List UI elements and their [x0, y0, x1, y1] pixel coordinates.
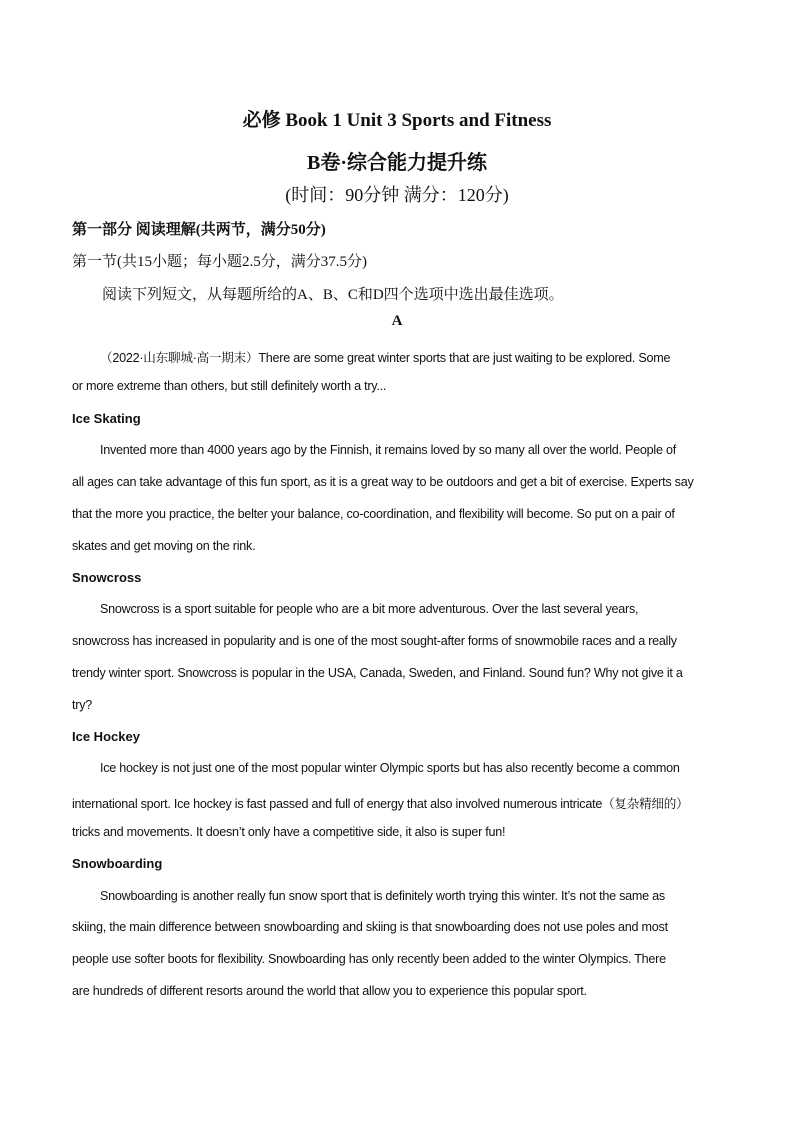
- paragraph-line: Snowcross is a sport suitable for people who are a bit more adventurous. Over the last several years,: [100, 602, 639, 616]
- paragraph-line: all ages can take advantage of this fun sport, as it is a great way to be outdoors and get a bit of exercise. Experts say: [72, 475, 694, 489]
- intro-line: （2022·山东聊城·高一期末）There are some great winter sports that are just waiting to be explored. Some: [100, 351, 671, 365]
- paragraph-line: that the more you practice, the belter your balance, co-coordination, and flexibility will become. So put on a pair of: [72, 507, 675, 521]
- paragraph-line: Snowboarding is another really fun snow sport that is definitely worth trying this winter. It’s not the same as: [100, 889, 665, 903]
- paragraph-line: snowcross has increased in popularity and is one of the most sought-after forms of snowmobile races and a really: [72, 634, 677, 648]
- part-heading: 第一部分 阅读理解(共两节，满分50分): [72, 222, 326, 238]
- section-heading-ice-hockey: Ice Hockey: [72, 729, 140, 744]
- section-heading-snowcross: Snowcross: [72, 570, 142, 585]
- time-info: (时间：90分钟 满分：120分): [285, 185, 509, 205]
- paragraph-line: trendy winter sport. Snowcross is popular in the USA, Canada, Sweden, and Finland. Sound fun? Why not give it a: [72, 666, 683, 680]
- paragraph-line: skiing, the main difference between snowboarding and skiing is that snowboarding does not use poles and most: [72, 920, 668, 934]
- paragraph-line: are hundreds of different resorts around the world that allow you to experience this popular sport.: [72, 984, 587, 998]
- instruction-text: 阅读下列短文，从每题所给的A、B、C和D四个选项中选出最佳选项。: [102, 287, 564, 303]
- paragraph-line: international sport. Ice hockey is fast passed and full of energy that also involved numerous intricate（复杂精细的）: [72, 797, 689, 811]
- paragraph-line: Invented more than 4000 years ago by the Finnish, it remains loved by so many all over the world. People of: [100, 443, 676, 457]
- document-title: 必修 Book 1 Unit 3 Sports and Fitness: [242, 110, 552, 131]
- section-heading-ice-skating: Ice Skating: [72, 411, 141, 426]
- paragraph-line: people use softer boots for flexibility. Snowboarding has only recently been added to the winter Olympics. There: [72, 952, 666, 966]
- section-heading-snowboarding: Snowboarding: [72, 856, 163, 871]
- document-subtitle: B卷·综合能力提升练: [306, 152, 487, 174]
- intro-line: or more extreme than others, but still definitely worth a try...: [72, 379, 387, 393]
- subpart-heading: 第一节(共15小题；每小题2.5分，满分37.5分): [72, 254, 367, 270]
- paragraph-line: skates and get moving on the rink.: [72, 539, 256, 553]
- passage-label: A: [391, 313, 403, 329]
- paragraph-line: Ice hockey is not just one of the most popular winter Olympic sports but has also recently become a common: [100, 761, 680, 775]
- paragraph-line: try?: [72, 698, 92, 712]
- paragraph-line: tricks and movements. It doesn’t only have a competitive side, it also is super fun!: [72, 825, 506, 839]
